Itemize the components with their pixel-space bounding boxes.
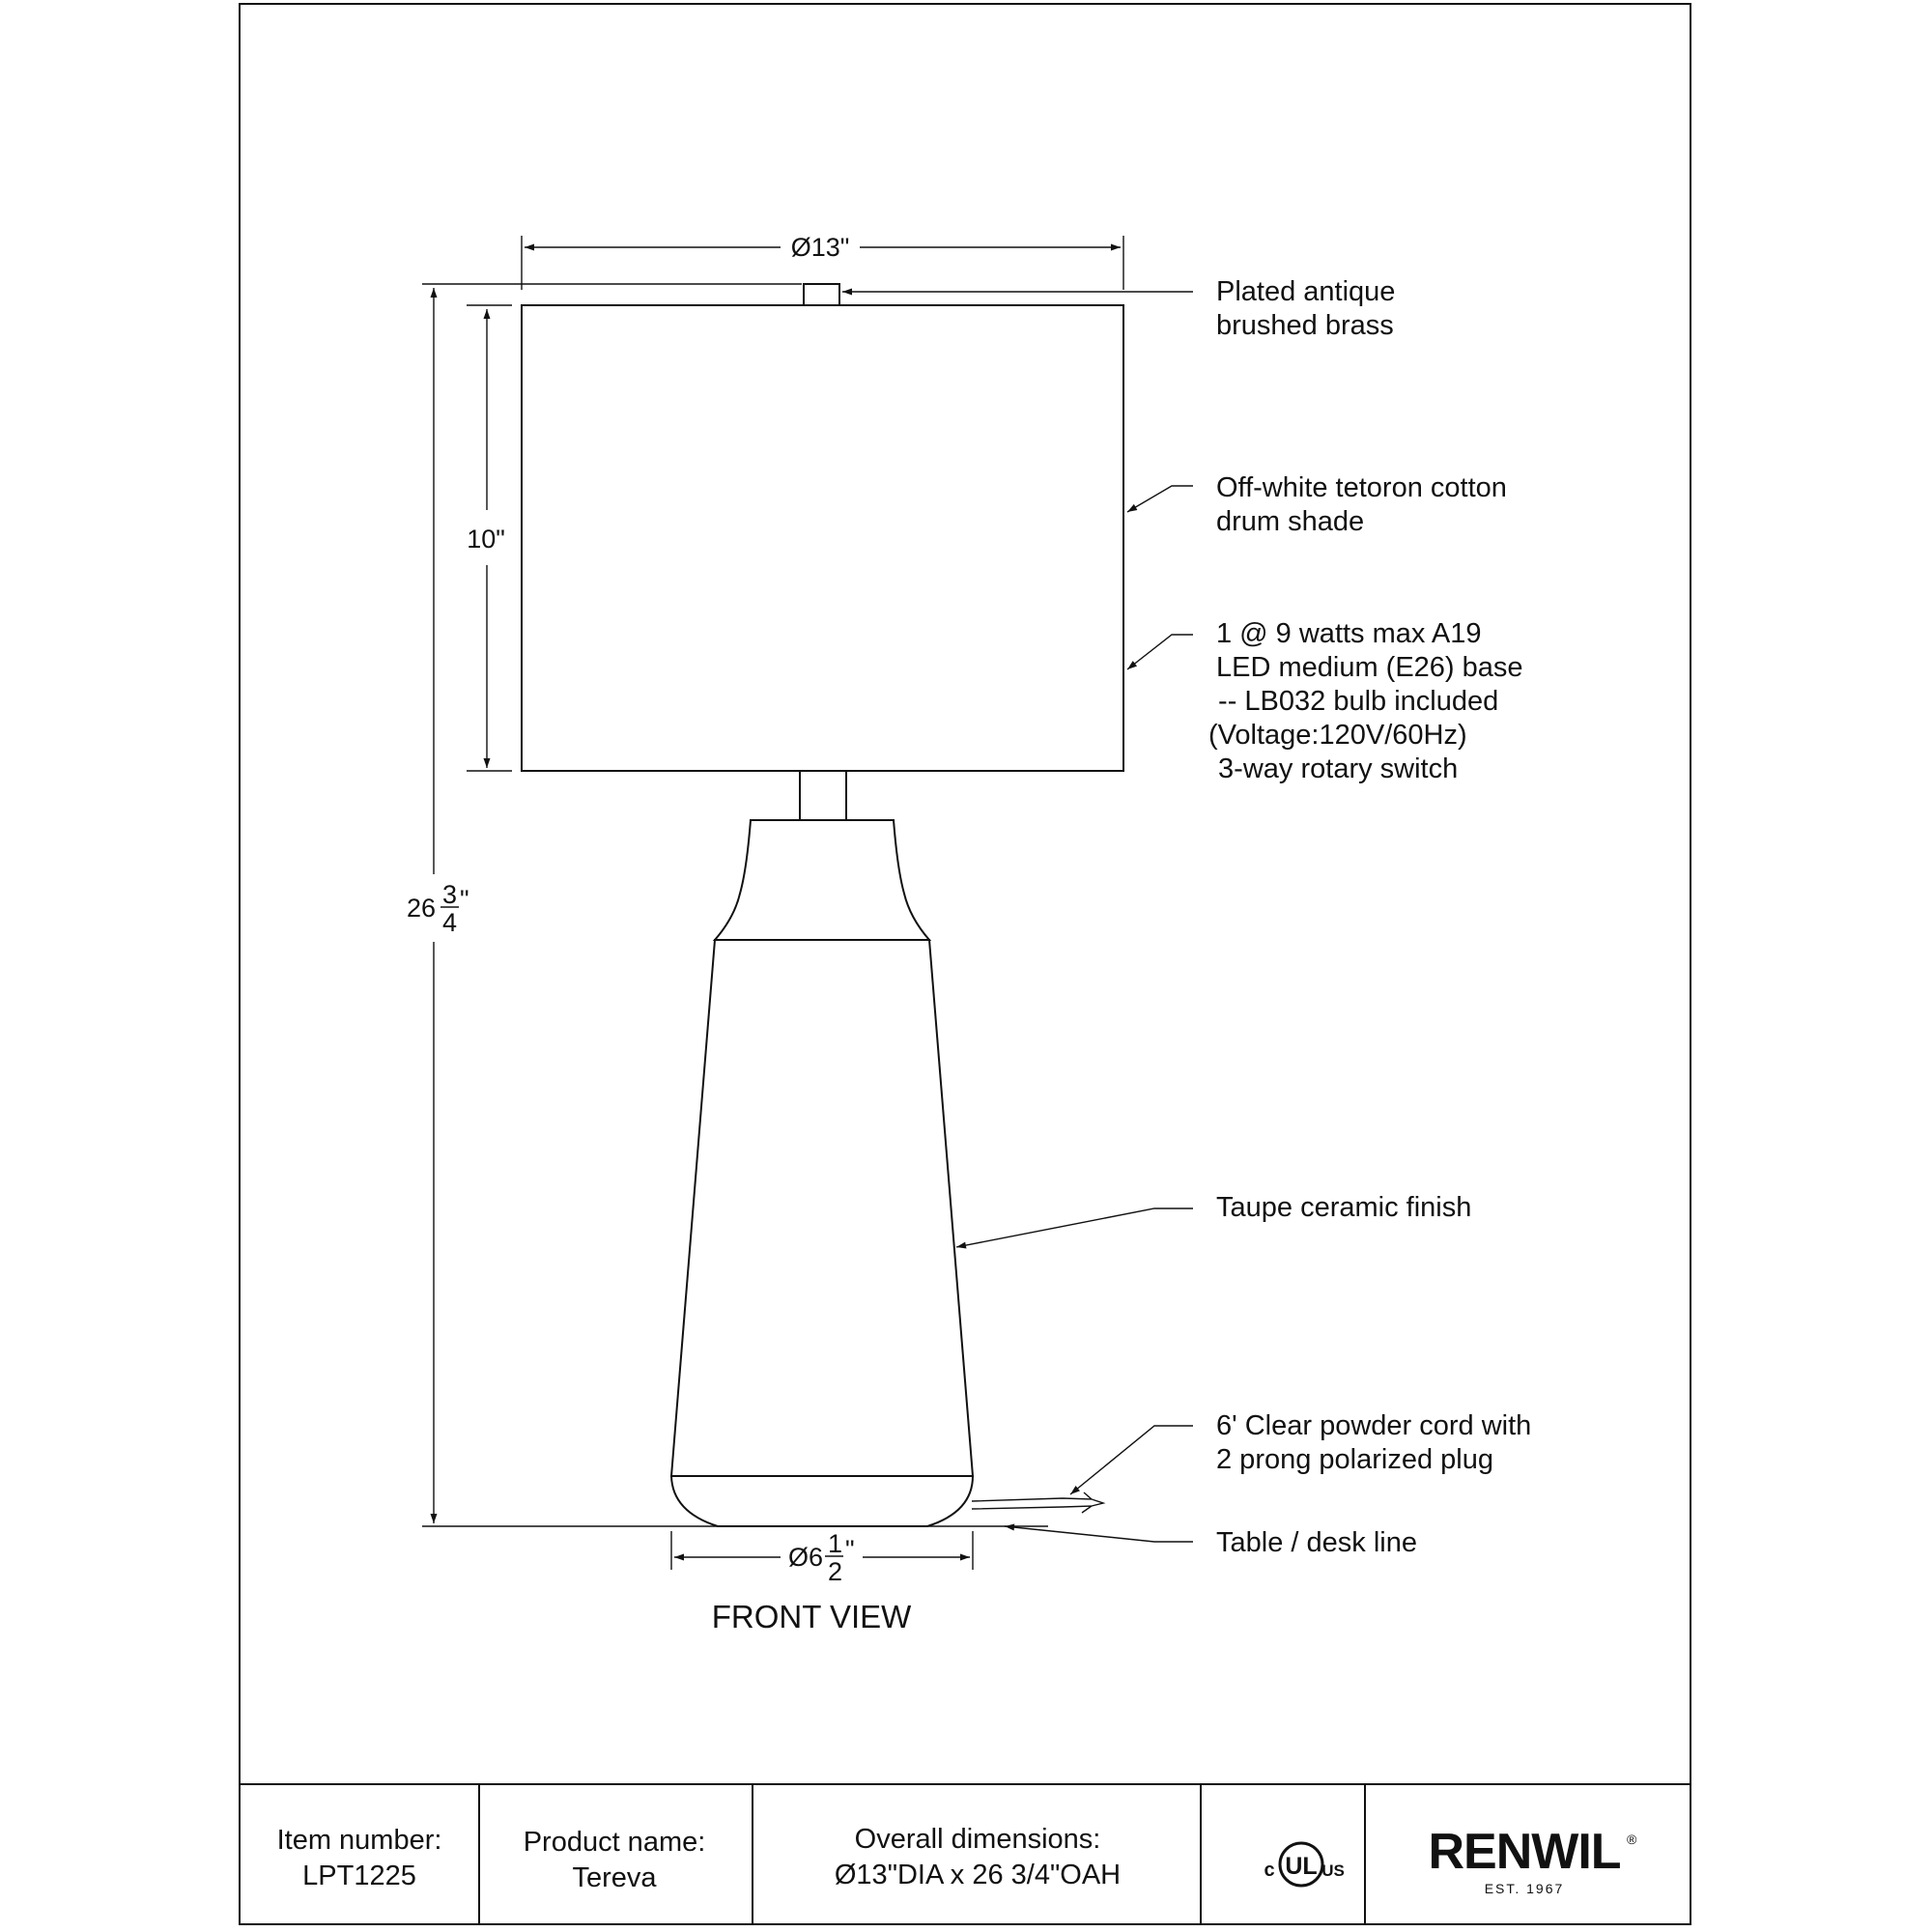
lamp-cap xyxy=(715,820,929,940)
svg-text:": " xyxy=(460,885,469,914)
callout-table-line: Table / desk line xyxy=(1216,1527,1417,1558)
svg-text:3: 3 xyxy=(442,880,458,909)
power-cord xyxy=(972,1492,1103,1513)
svg-text:RENWIL: RENWIL xyxy=(1428,1824,1621,1880)
overall-dimensions-value: Ø13"DIA x 26 3/4"OAH xyxy=(834,1860,1122,1890)
svg-text:26: 26 xyxy=(407,894,437,923)
svg-text:®: ® xyxy=(1627,1832,1637,1847)
base-diameter-dim xyxy=(788,1529,855,1586)
svg-text:UL: UL xyxy=(1285,1853,1318,1880)
lamp-drawing xyxy=(522,284,1123,1526)
dimensions xyxy=(407,233,1123,1586)
lamp-body xyxy=(671,940,973,1476)
finial xyxy=(804,284,839,305)
overall-dimensions-label: Overall dimensions: xyxy=(854,1824,1101,1855)
shade-diameter-dim: Ø13" xyxy=(790,233,850,262)
svg-text:": " xyxy=(845,1535,855,1564)
callout-finial: Plated antique brushed brass xyxy=(1216,276,1396,341)
lamp-foot xyxy=(671,1476,973,1526)
view-title: FRONT VIEW xyxy=(711,1599,912,1634)
drum-shade xyxy=(522,305,1123,771)
overall-height-dim xyxy=(407,880,469,937)
lamp-neck xyxy=(800,771,846,820)
ul-certification-icon xyxy=(1264,1843,1344,1886)
title-block xyxy=(240,1784,1690,1924)
item-number-label: Item number: xyxy=(276,1825,442,1856)
svg-text:4: 4 xyxy=(442,908,458,937)
callout-bulb: 1 @ 9 watts max A19 LED medium (E26) base -- LB032 bulb included (Voltage:120V/60Hz) 3-way rotary switch xyxy=(1208,618,1523,784)
callout-shade: Off-white tetoron cotton drum shade xyxy=(1216,472,1507,537)
svg-text:EST. 1967: EST. 1967 xyxy=(1484,1881,1565,1896)
item-number-value: LPT1225 xyxy=(302,1861,416,1891)
product-name-value: Tereva xyxy=(572,1862,657,1893)
svg-text:1: 1 xyxy=(828,1529,843,1558)
svg-text:US: US xyxy=(1321,1861,1345,1880)
svg-text:Ø6: Ø6 xyxy=(788,1543,824,1572)
callouts xyxy=(1208,276,1577,1558)
svg-text:c: c xyxy=(1264,1860,1275,1881)
callout-cord: 6' Clear powder cord with 2 prong polarized plug xyxy=(1216,1410,1532,1475)
product-name-label: Product name: xyxy=(523,1827,706,1858)
leader-lines xyxy=(842,292,1193,1542)
renwil-logo xyxy=(1428,1824,1637,1896)
callout-body: Taupe ceramic finish xyxy=(1216,1192,1472,1223)
svg-text:2: 2 xyxy=(828,1557,843,1586)
shade-height-dim: 10" xyxy=(467,525,505,554)
